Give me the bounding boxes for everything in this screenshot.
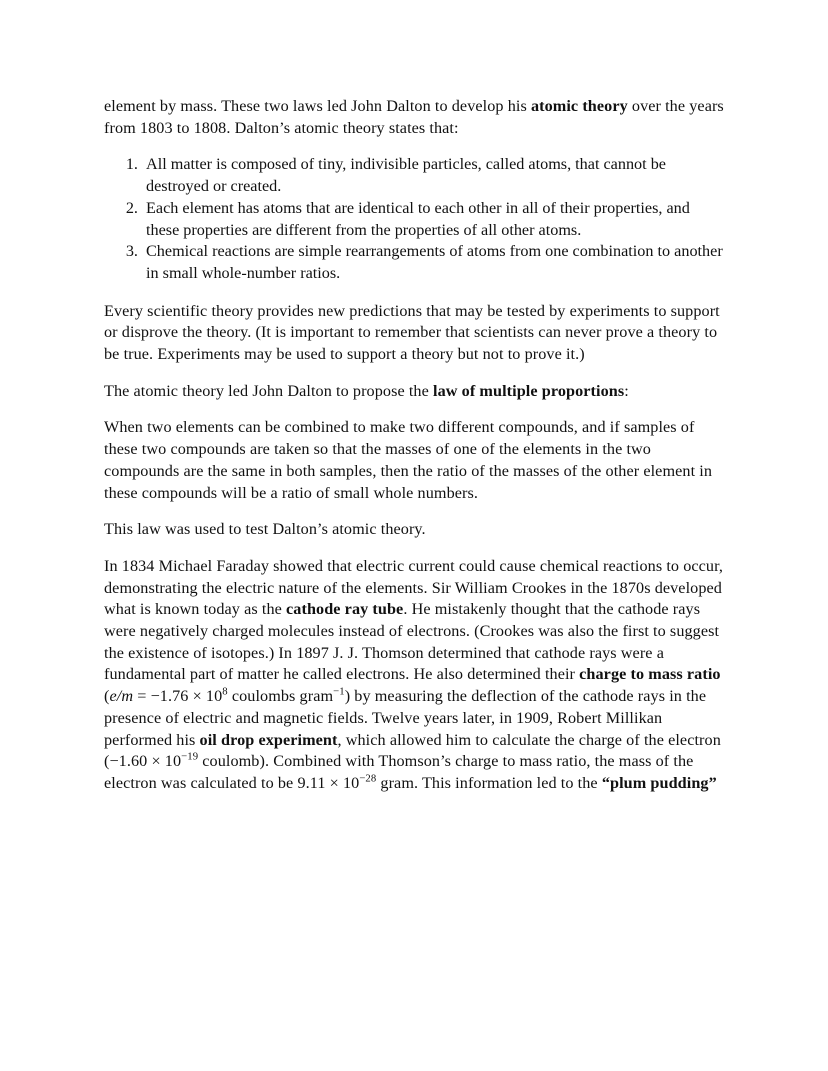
text-column xyxy=(104,96,724,795)
history-text-part3: ( xyxy=(104,687,110,706)
lead-text-part1: The atomic theory led John Dalton to propose the xyxy=(104,381,433,400)
unit-coulombs-per-gram xyxy=(228,687,345,705)
list-item xyxy=(142,154,724,197)
history-text-part4: = −1.76 × 10 xyxy=(133,687,223,706)
history-text-part8: coulomb). Combined with Thomson’s charge to mass ratio, the mass of the electron was calculated to be 9.11 × 10 xyxy=(104,752,694,792)
intro-text-part1: element by mass. These two laws led John Dalton to develop his xyxy=(104,97,531,115)
exponent-minus-1: −1 xyxy=(333,685,345,698)
list-item-text: All matter is composed of tiny, indivisible particles, called atoms, that cannot be destroyed or created. xyxy=(146,155,666,196)
symbol-e-over-m: e/m xyxy=(109,687,134,706)
intro-text-part2: over the years from 1803 to 1808. Dalton’s atomic theory states that: xyxy=(104,97,724,137)
term-cathode-ray-tube: cathode ray tube xyxy=(286,600,404,619)
value-charge-mass-ratio xyxy=(133,687,228,705)
paragraph-law-test: This law was used to test Dalton’s atomic theory. xyxy=(104,520,426,539)
history-text-part9: gram. This information led to the xyxy=(376,773,602,792)
history-text-part6: ) by measuring the deflection of the cathode rays in the presence of electric and magnetic fields. Twelve years later, in 1909, Robert Millikan performed his xyxy=(104,687,707,749)
paragraph-scientific-theory: Every scientific theory provides new predictions that may be tested by experiments to support or disprove the theory. (It is important to remember that scientists can never prove a theory to be true. Experiments may be used to support a theory but not to prove it.) xyxy=(104,301,720,364)
lead-text-part2: : xyxy=(624,381,629,400)
dalton-atomic-theory-list xyxy=(104,154,724,284)
paragraph-multiple-proportions-statement: When two elements can be combined to make two different compounds, and if samples of these two compounds are taken so that the masses of one of the elements in the two compounds are the same in both samples, then the ratio of the masses of the other element in these compounds will be a ratio of small whole numbers. xyxy=(104,418,713,502)
term-charge-to-mass-ratio: charge to mass ratio xyxy=(579,665,721,684)
term-law-of-multiple-proportions: law of multiple proportions xyxy=(433,381,625,400)
term-plum-pudding: “plum pudding” xyxy=(601,773,717,792)
exponent-minus-19: −19 xyxy=(181,750,199,763)
list-item-text: Each element has atoms that are identical to each other in all of their properties, and these properties are different from the properties of all other atoms. xyxy=(146,198,690,239)
exponent-8: 8 xyxy=(222,685,228,698)
history-text-part7: , which allowed him to calculate the charge of the electron (−1.60 × 10 xyxy=(104,730,721,771)
term-oil-drop-experiment: oil drop experiment xyxy=(199,730,338,749)
paragraph-intro xyxy=(104,96,724,139)
paragraph-multiple-proportions-lead xyxy=(104,381,724,403)
history-text-part2: . He mistakenly thought that the cathode rays were negatively charged molecules instead of electrons. (Crookes was also the first to suggest the existence of isotopes.) In 1897 J. J. Thomson determined that cathode rays were a fundamental part of matter he called electrons. He also determined their xyxy=(104,600,720,684)
exponent-minus-28: −28 xyxy=(359,772,377,785)
term-atomic-theory: atomic theory xyxy=(530,97,628,115)
history-text-part1: In 1834 Michael Faraday showed that electric current could cause chemical reactions to occur, demonstrating the electric nature of the elements. Sir William Crookes in the 1870s developed what is known today as the xyxy=(104,556,724,619)
list-item-text: Chemical reactions are simple rearrangements of atoms from one combination to another in small whole-number ratios. xyxy=(146,242,723,282)
list-item xyxy=(142,241,724,284)
list-item xyxy=(142,198,724,241)
paragraph-electron-history xyxy=(104,556,724,795)
history-text-part5: coulombs gram xyxy=(227,687,334,706)
